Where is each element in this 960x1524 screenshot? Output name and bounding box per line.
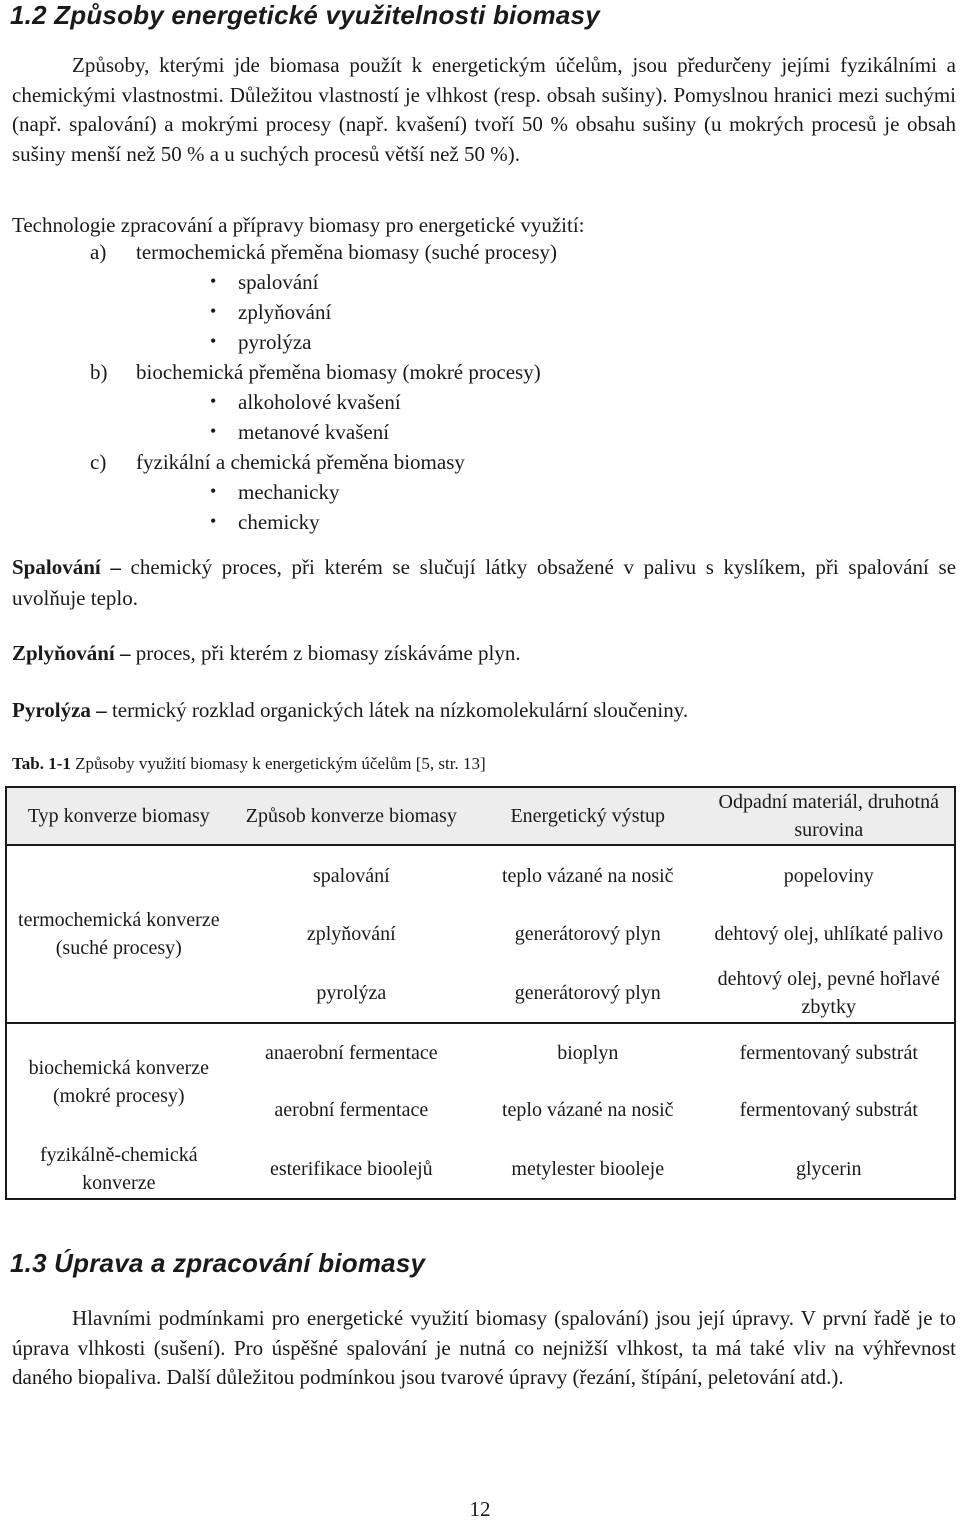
definition-dash: –: [96, 698, 107, 722]
bullet-icon: •: [210, 511, 217, 531]
table-row: [6, 1139, 955, 1199]
table-cell-method: anaerobní fermentace: [231, 1023, 472, 1081]
table-cell-waste: fermentovaný substrát: [704, 1023, 955, 1081]
definition-text: proces, při kterém z biomasy získáváme plyn.: [135, 641, 521, 665]
table-cell-output: metylester biooleje: [472, 1139, 704, 1199]
bullet-icon: •: [210, 421, 217, 441]
list-letter: a): [90, 240, 107, 264]
list-letter: b): [90, 360, 108, 384]
table-cell-waste: glycerin: [704, 1139, 955, 1199]
bullet-icon: •: [210, 301, 217, 321]
bullet-icon: •: [210, 391, 217, 411]
table-header-cell: Energetický výstup: [472, 787, 704, 845]
table-cell-type: biochemická konverze (mokré procesy): [6, 1023, 231, 1139]
list-group-label: biochemická přeměna biomasy (mokré procesy): [136, 360, 541, 384]
table-caption: [12, 754, 486, 774]
table-cell-type: termochemická konverze (suché procesy): [6, 845, 231, 1023]
list-group-label: termochemická přeměna biomasy (suché procesy): [136, 240, 557, 264]
table-cell-waste: dehtový olej, uhlíkaté palivo: [704, 905, 955, 963]
list-item: metanové kvašení: [238, 420, 390, 444]
bullet-icon: •: [210, 481, 217, 501]
table-cell-output: generátorový plyn: [514, 981, 661, 1004]
list-item: pyrolýza: [238, 330, 312, 354]
list-item: zplyňování: [238, 300, 332, 324]
section-heading-1-2: 1.2 Způsoby energetické využitelnosti biomasy: [10, 0, 600, 30]
definition-term: Pyrolýza: [12, 698, 91, 722]
biomass-conversion-table: [5, 786, 956, 1200]
table-cell-output: teplo vázané na nosič: [501, 1099, 674, 1121]
section-heading-1-3: 1.3 Úprava a zpracování biomasy: [10, 1248, 426, 1278]
table-cell-waste: fermentovaný substrát: [704, 1081, 955, 1139]
table-caption-text: Způsoby využití biomasy k energetickým účelům [5, str. 13]: [75, 754, 486, 773]
definition-spalovani: [12, 552, 956, 614]
list-item: chemicky: [238, 510, 320, 534]
list-letter: c): [90, 450, 107, 474]
table-caption-label: Tab. 1-1: [12, 754, 71, 773]
table-cell-method: zplyňování: [306, 923, 396, 945]
list-item: mechanicky: [238, 480, 340, 504]
definition-term: Zplyňování: [12, 641, 115, 665]
table-cell-method: esterifikace bioolejů: [231, 1139, 472, 1199]
table-header-cell: Typ konverze biomasy: [6, 787, 231, 845]
list-group-label: fyzikální a chemická přeměna biomasy: [136, 450, 465, 474]
table-header-cell: Způsob konverze biomasy: [231, 787, 472, 845]
table-cell-waste: popeloviny: [704, 845, 955, 905]
table-cell-method: pyrolýza: [316, 981, 387, 1004]
list-item: alkoholové kvašení: [238, 390, 401, 414]
section-13-text: Hlavními podmínkami pro energetické využití biomasy (spalování) jsou její úpravy. V první řadě je to úprava vlhkosti (sušení). Pro úspěšné spalování je nutná co nejnižší vlhkost, ta má také vliv na výhřevnost daného biopaliva. Další důležitou podmínkou jsou tvarové úpravy (řezání, štípání, peletování atd.).: [12, 1306, 956, 1389]
table-cell-method: aerobní fermentace: [274, 1099, 429, 1121]
list-item: spalování: [238, 270, 319, 294]
page-number: 12: [469, 1497, 491, 1521]
definition-term: Spalování: [12, 555, 101, 579]
table-cell-waste: dehtový olej, pevné hořlavé zbytky: [704, 963, 955, 1023]
section-13-paragraph: [12, 1304, 956, 1393]
table-header-cell: Odpadní materiál, druhotná surovina: [704, 787, 955, 845]
bullet-icon: •: [210, 331, 217, 351]
definition-dash: –: [119, 641, 131, 665]
intro-paragraph: [12, 51, 956, 169]
table-cell-output: generátorový plyn: [514, 923, 661, 945]
table-cell-type: fyzikálně-chemická konverze: [6, 1139, 231, 1199]
table-row: [6, 1023, 955, 1081]
table-header-row: [6, 787, 955, 845]
technology-intro: Technologie zpracování a přípravy biomasy pro energetické využití:: [12, 213, 585, 237]
definition-text: termický rozklad organických látek na nízkomolekulární sloučeniny.: [111, 698, 689, 722]
definition-text: chemický proces, při kterém se slučují látky obsažené v palivu s kyslíkem, při spalování se uvolňuje teplo.: [12, 555, 957, 610]
table-cell-output: bioplyn: [472, 1023, 704, 1081]
table-cell-method: spalování: [312, 864, 390, 887]
table-row: [6, 845, 955, 905]
bullet-icon: •: [210, 271, 217, 291]
definition-zplynovani: [12, 638, 956, 669]
table-cell-output: teplo vázané na nosič: [501, 864, 674, 887]
intro-text: Způsoby, kterými jde biomasa použít k energetickým účelům, jsou předurčeny jejími fyzikálními a chemickými vlastnostmi. Důležitou vlastností je vlhkost (resp. obsah sušiny). Pomyslnou hranici mezi suchými (např. spalování) a mokrými procesy (např. kvašení) tvoří 50 % obsahu sušiny (u mokrých procesů je obsah sušiny menší než 50 % a u suchých procesů větší než 50 %).: [12, 53, 956, 166]
definition-dash: –: [110, 555, 121, 579]
definition-pyrolyza: [12, 695, 956, 726]
